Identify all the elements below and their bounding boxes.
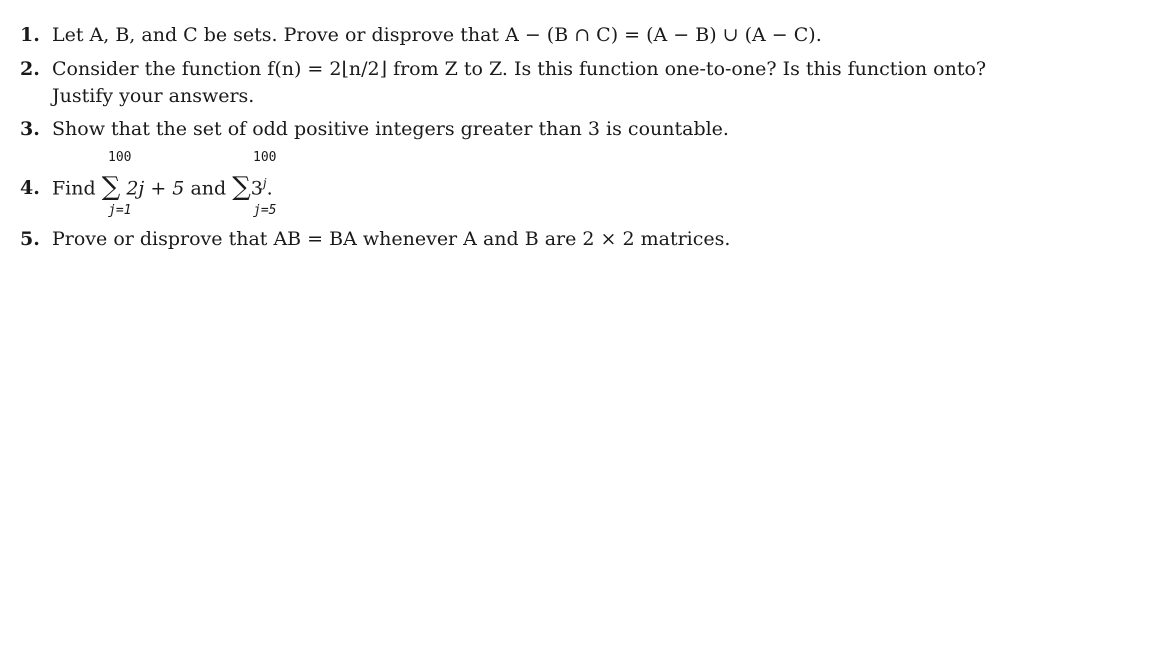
problem-number: 3. <box>20 118 40 140</box>
problem-number: 2. <box>20 58 40 80</box>
sum-1-upper-limit: 100 <box>108 150 132 165</box>
problem-text: Let A, B, and C be sets. Prove or disprove that A − (B ∩ C) = (A − B) ∪ (A − C). <box>52 24 822 46</box>
problem-1 <box>20 22 822 48</box>
problem-text-line-1: Consider the function f(n) = 2⌊n/2⌋ from Z to Z. Is this function one-to-one? Is this function onto? <box>52 58 987 80</box>
connector-word: and <box>190 177 227 200</box>
problem-number: 1. <box>20 24 40 46</box>
summation-sign-2: ∑ <box>232 172 251 203</box>
sum-2-term-base: 3 <box>250 177 263 200</box>
summation-sign-1: ∑ <box>101 172 121 203</box>
sum-1-term: 2j + 5 <box>126 177 185 200</box>
problem-2 <box>20 56 986 82</box>
problem-2-continuation: Justify your answers. <box>52 85 255 107</box>
sum-2-term-suffix: . <box>266 177 273 200</box>
problem-number: 5. <box>20 228 40 250</box>
problem-5 <box>20 226 730 252</box>
sum-2-lower-limit: j=5 <box>253 203 277 218</box>
sum-1-lower-limit: j=1 <box>108 203 132 218</box>
problem-number: 4. <box>20 177 40 200</box>
problem-prefix: Find <box>52 177 96 200</box>
problem-4 <box>20 170 273 202</box>
problem-3 <box>20 116 729 142</box>
problem-text: Prove or disprove that AB = BA whenever A and B are 2 × 2 matrices. <box>52 228 731 250</box>
sum-2-term-exponent: j <box>262 176 267 190</box>
sum-2-upper-limit: 100 <box>253 150 277 165</box>
problem-text: Show that the set of odd positive integers greater than 3 is countable. <box>52 118 729 140</box>
